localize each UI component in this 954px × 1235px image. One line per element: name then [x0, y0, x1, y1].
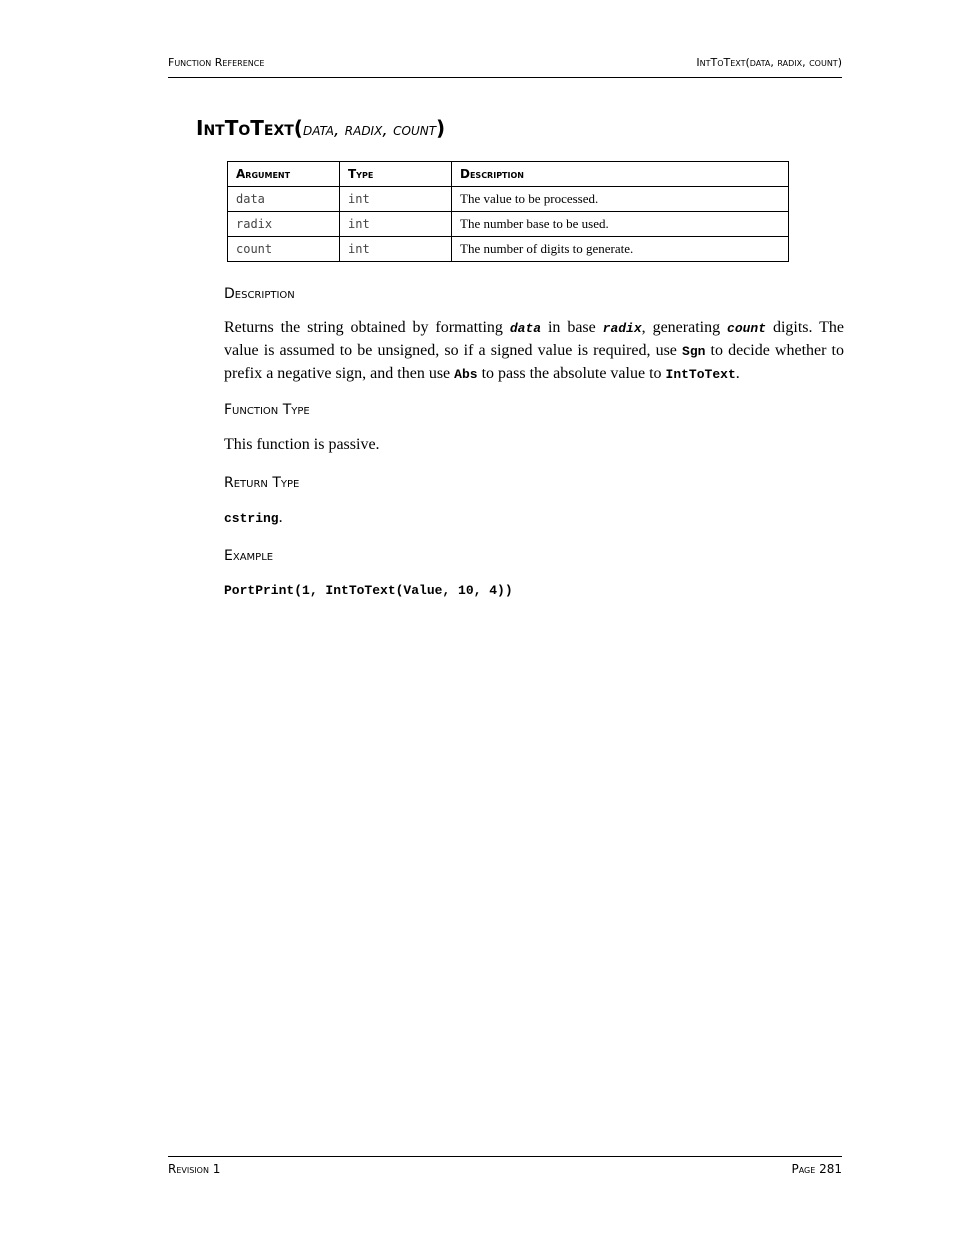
header-function-title: IntToText(data, radix, count)	[696, 56, 842, 69]
argument-cell: radix	[228, 212, 340, 237]
description-cell: The number of digits to generate.	[452, 237, 789, 262]
function-params: data, radix, count	[302, 120, 437, 140]
return-type-value: cstring	[224, 511, 279, 526]
description-heading: Description	[224, 286, 295, 302]
code-count: count	[727, 321, 767, 336]
description-text: , generating	[641, 319, 728, 336]
argument-cell: data	[228, 187, 340, 212]
return-type-line	[224, 507, 844, 530]
function-type-heading: Function Type	[224, 402, 310, 418]
page-footer	[168, 1156, 842, 1179]
type-cell: int	[340, 237, 452, 262]
column-header-description: Description	[452, 162, 789, 187]
footer-revision: Revision 1	[168, 1162, 221, 1176]
example-heading: Example	[224, 548, 274, 564]
description-text: to decide whether to prefix a negative sign, and then use	[224, 342, 845, 382]
description-cell: The number base to be used.	[452, 212, 789, 237]
code-inttotext: IntToText	[665, 367, 736, 382]
description-text: digits. The value is assumed to be unsigned, so if a signed value is required, use	[224, 319, 844, 359]
argument-table	[227, 161, 789, 262]
function-name: IntToText(	[196, 116, 303, 140]
table-row	[228, 212, 789, 237]
page-header	[168, 56, 842, 78]
code-radix: radix	[602, 321, 642, 336]
code-data: data	[509, 321, 542, 336]
column-header-type: Type	[340, 162, 452, 187]
code-abs: Abs	[454, 367, 478, 382]
footer-page-number: Page 281	[791, 1162, 842, 1176]
function-type-text: This function is passive.	[224, 436, 380, 453]
table-header-row	[228, 162, 789, 187]
column-header-argument: Argument	[228, 162, 340, 187]
table-row	[228, 187, 789, 212]
function-title	[196, 116, 445, 140]
description-text: to pass the absolute value to	[477, 365, 666, 382]
description-text: Returns the string obtained by formatting	[224, 319, 510, 336]
table-row	[228, 237, 789, 262]
header-section-title: Function Reference	[168, 56, 265, 69]
return-type-heading: Return Type	[224, 475, 300, 491]
description-text: in base	[541, 319, 603, 336]
function-close-paren: )	[436, 116, 446, 140]
return-type-suffix: .	[278, 509, 283, 526]
type-cell: int	[340, 187, 452, 212]
description-text: .	[735, 365, 740, 382]
example-code: PortPrint(1, IntToText(Value, 10, 4))	[224, 583, 513, 598]
type-cell: int	[340, 212, 452, 237]
description-paragraph	[224, 317, 844, 386]
description-cell: The value to be processed.	[452, 187, 789, 212]
argument-cell: count	[228, 237, 340, 262]
code-sgn: Sgn	[682, 344, 706, 359]
